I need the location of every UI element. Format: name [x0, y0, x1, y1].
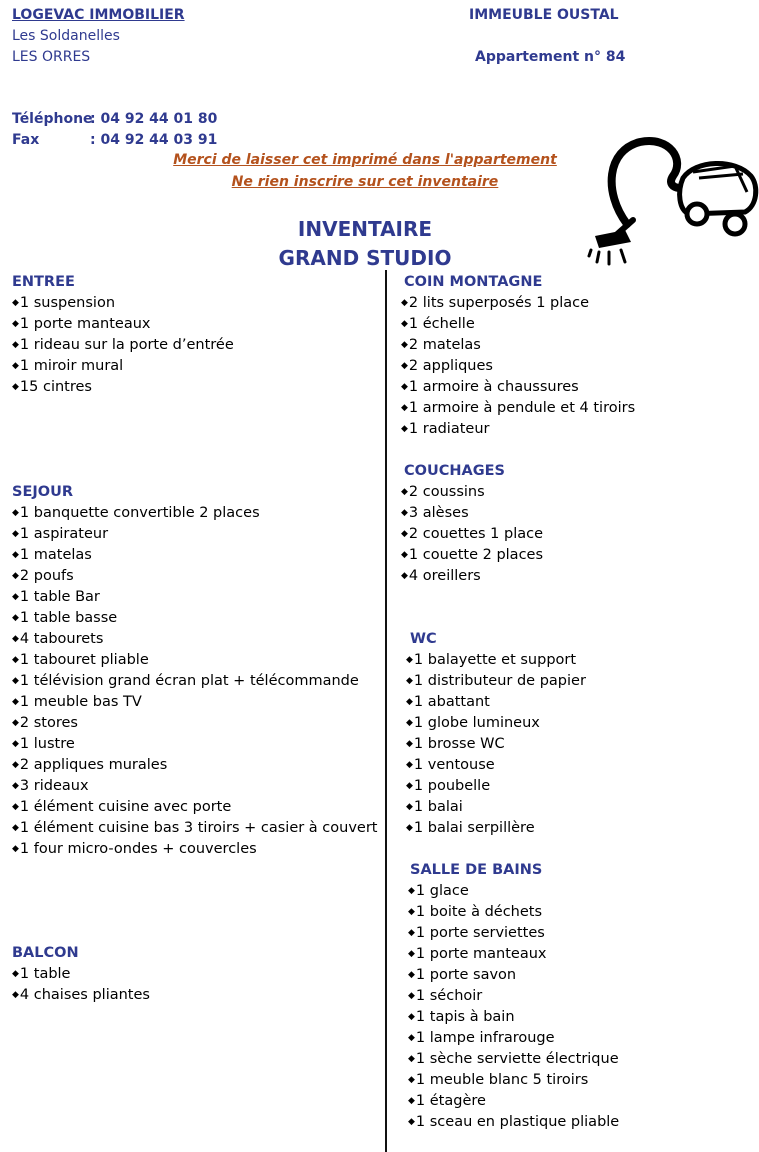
bullet-icon: ◆: [401, 424, 408, 434]
list-item: [401, 398, 635, 419]
section-title: SEJOUR: [12, 484, 74, 500]
item-list: [406, 650, 586, 839]
list-item: [12, 797, 378, 818]
item-text: 2 couettes 1 place: [408, 526, 544, 542]
bullet-icon: ◆: [12, 802, 19, 812]
bullet-icon: ◆: [406, 739, 413, 749]
bullet-icon: ◆: [408, 1054, 415, 1064]
item-text: 1 poubelle: [413, 778, 491, 794]
item-text: 1 télévision grand écran plat + télécommande: [19, 673, 359, 689]
list-item: [401, 566, 543, 587]
list-item: [401, 419, 635, 440]
item-text: 1 glace: [415, 883, 469, 899]
bullet-icon: ◆: [12, 634, 19, 644]
section-entree: [12, 272, 234, 398]
bullet-icon: ◆: [401, 382, 408, 392]
list-item: [406, 650, 586, 671]
item-text: 2 appliques murales: [19, 757, 168, 773]
item-text: 1 séchoir: [415, 988, 483, 1004]
item-text: 2 poufs: [19, 568, 74, 584]
list-item: [12, 356, 234, 377]
bullet-icon: ◆: [408, 1075, 415, 1085]
item-text: 1 sèche serviette électrique: [415, 1051, 619, 1067]
item-list: [408, 881, 619, 1133]
list-item: [12, 755, 378, 776]
list-item: [408, 1049, 619, 1070]
list-item: [408, 923, 619, 944]
list-item: [12, 293, 234, 314]
item-text: 1 distributeur de papier: [413, 673, 586, 689]
list-item: [12, 377, 234, 398]
bullet-icon: ◆: [401, 487, 408, 497]
bullet-icon: ◆: [12, 592, 19, 602]
bullet-icon: ◆: [12, 739, 19, 749]
bullet-icon: ◆: [408, 1096, 415, 1106]
bullet-icon: ◆: [408, 928, 415, 938]
item-text: 1 échelle: [408, 316, 475, 332]
section-coin-montagne: [401, 272, 635, 440]
item-text: 1 balai serpillère: [413, 820, 535, 836]
list-item: [408, 881, 619, 902]
item-text: 2 stores: [19, 715, 78, 731]
item-text: 1 porte savon: [415, 967, 517, 983]
item-text: 15 cintres: [19, 379, 92, 395]
bullet-icon: ◆: [406, 781, 413, 791]
bullet-icon: ◆: [408, 886, 415, 896]
residence-name: Les Soldanelles: [12, 28, 120, 44]
section-sejour: [12, 482, 378, 860]
fax-value: : 04 92 44 03 91: [90, 132, 218, 148]
list-item: [401, 503, 543, 524]
bullet-icon: ◆: [406, 655, 413, 665]
list-item: [12, 314, 234, 335]
company-name: LOGEVAC IMMOBILIER: [12, 7, 185, 23]
list-item: [12, 964, 150, 985]
list-item: [401, 293, 635, 314]
bullet-icon: ◆: [408, 970, 415, 980]
bullet-icon: ◆: [12, 319, 19, 329]
item-text: 1 couette 2 places: [408, 547, 544, 563]
bullet-icon: ◆: [401, 340, 408, 350]
bullet-icon: ◆: [406, 802, 413, 812]
vacuum-cleaner-icon: [585, 132, 759, 272]
phone-value: : 04 92 44 01 80: [90, 111, 218, 127]
bullet-icon: ◆: [12, 529, 19, 539]
item-text: 2 coussins: [408, 484, 485, 500]
bullet-icon: ◆: [12, 969, 19, 979]
bullet-icon: ◆: [12, 844, 19, 854]
item-text: 1 meuble blanc 5 tiroirs: [415, 1072, 589, 1088]
list-item: [408, 1091, 619, 1112]
list-item: [406, 713, 586, 734]
list-item: [12, 734, 378, 755]
bullet-icon: ◆: [12, 655, 19, 665]
item-text: 1 tabouret pliable: [19, 652, 149, 668]
item-text: 1 ventouse: [413, 757, 495, 773]
list-item: [12, 692, 378, 713]
section-title: BALCON: [12, 945, 79, 961]
phone-label: Téléphone: [12, 111, 93, 127]
bullet-icon: ◆: [12, 676, 19, 686]
item-text: 1 suspension: [19, 295, 116, 311]
section-title: COUCHAGES: [404, 463, 505, 479]
list-item: [408, 902, 619, 923]
bullet-icon: ◆: [12, 990, 19, 1000]
bullet-icon: ◆: [408, 1117, 415, 1127]
list-item: [408, 986, 619, 1007]
item-text: 1 sceau en plastique pliable: [415, 1114, 620, 1130]
notice-line-1: Merci de laisser cet imprimé dans l'appartement: [173, 152, 557, 168]
list-item: [401, 482, 543, 503]
list-item: [408, 1070, 619, 1091]
list-item: [12, 671, 378, 692]
list-item: [12, 818, 378, 839]
bullet-icon: ◆: [406, 697, 413, 707]
bullet-icon: ◆: [401, 571, 408, 581]
bullet-icon: ◆: [406, 760, 413, 770]
column-divider: [385, 270, 387, 1152]
bullet-icon: ◆: [408, 991, 415, 1001]
bullet-icon: ◆: [408, 949, 415, 959]
bullet-icon: ◆: [401, 361, 408, 371]
list-item: [12, 503, 378, 524]
list-item: [12, 776, 378, 797]
item-list: [12, 293, 234, 398]
list-item: [408, 1112, 619, 1133]
item-text: 1 banquette convertible 2 places: [19, 505, 260, 521]
item-text: 1 table basse: [19, 610, 118, 626]
bullet-icon: ◆: [12, 613, 19, 623]
bullet-icon: ◆: [401, 550, 408, 560]
list-item: [406, 671, 586, 692]
fax-label: Fax: [12, 132, 40, 148]
bullet-icon: ◆: [12, 781, 19, 791]
item-text: 2 lits superposés 1 place: [408, 295, 590, 311]
item-text: 1 lustre: [19, 736, 75, 752]
bullet-icon: ◆: [12, 571, 19, 581]
item-list: [12, 503, 378, 860]
list-item: [406, 776, 586, 797]
bullet-icon: ◆: [408, 1012, 415, 1022]
item-text: 3 rideaux: [19, 778, 89, 794]
list-item: [406, 818, 586, 839]
section-wc: [406, 629, 586, 839]
list-item: [12, 839, 378, 860]
bullet-icon: ◆: [12, 697, 19, 707]
item-text: 1 table Bar: [19, 589, 100, 605]
item-text: 1 porte manteaux: [415, 946, 547, 962]
section-title: WC: [410, 631, 437, 647]
item-text: 1 aspirateur: [19, 526, 109, 542]
section-title: COIN MONTAGNE: [404, 274, 543, 290]
item-list: [401, 482, 543, 587]
list-item: [408, 944, 619, 965]
town-name: LES ORRES: [12, 49, 91, 65]
list-item: [401, 377, 635, 398]
bullet-icon: ◆: [401, 403, 408, 413]
bullet-icon: ◆: [12, 340, 19, 350]
item-text: 1 lampe infrarouge: [415, 1030, 555, 1046]
item-text: 1 four micro-ondes + couvercles: [19, 841, 257, 857]
apartment-number: Appartement n° 84: [475, 49, 626, 65]
item-text: 4 oreillers: [408, 568, 481, 584]
section-title: SALLE DE BAINS: [410, 862, 543, 878]
item-text: 1 étagère: [415, 1093, 486, 1109]
item-text: 1 matelas: [19, 547, 92, 563]
list-item: [12, 545, 378, 566]
item-text: 1 globe lumineux: [413, 715, 540, 731]
item-text: 1 élément cuisine avec porte: [19, 799, 232, 815]
item-text: 1 balai: [413, 799, 463, 815]
item-text: 1 abattant: [413, 694, 490, 710]
section-salle-de-bains: [408, 860, 619, 1133]
section-title: ENTREE: [12, 274, 75, 290]
list-item: [401, 524, 543, 545]
list-item: [12, 608, 378, 629]
bullet-icon: ◆: [12, 760, 19, 770]
item-text: 1 porte manteaux: [19, 316, 151, 332]
item-text: 2 appliques: [408, 358, 493, 374]
bullet-icon: ◆: [406, 718, 413, 728]
list-item: [12, 335, 234, 356]
list-item: [406, 692, 586, 713]
item-text: 1 élément cuisine bas 3 tiroirs + casier à couvert: [19, 820, 378, 836]
bullet-icon: ◆: [12, 823, 19, 833]
bullet-icon: ◆: [401, 319, 408, 329]
list-item: [401, 314, 635, 335]
list-item: [12, 524, 378, 545]
list-item: [401, 356, 635, 377]
list-item: [408, 1028, 619, 1049]
item-text: 1 tapis à bain: [415, 1009, 515, 1025]
list-item: [408, 965, 619, 986]
bullet-icon: ◆: [401, 529, 408, 539]
item-text: 1 table: [19, 966, 71, 982]
list-item: [12, 985, 150, 1006]
item-text: 2 matelas: [408, 337, 481, 353]
list-item: [406, 755, 586, 776]
list-item: [12, 650, 378, 671]
section-couchages: [401, 461, 543, 587]
item-text: 4 chaises pliantes: [19, 987, 150, 1003]
list-item: [401, 335, 635, 356]
list-item: [406, 734, 586, 755]
bullet-icon: ◆: [12, 508, 19, 518]
item-text: 1 armoire à chaussures: [408, 379, 579, 395]
item-text: 3 alèses: [408, 505, 469, 521]
bullet-icon: ◆: [12, 718, 19, 728]
bullet-icon: ◆: [408, 907, 415, 917]
item-text: 1 brosse WC: [413, 736, 505, 752]
building-name: IMMEUBLE OUSTAL: [469, 7, 619, 23]
bullet-icon: ◆: [406, 676, 413, 686]
item-text: 1 armoire à pendule et 4 tiroirs: [408, 400, 636, 416]
list-item: [401, 545, 543, 566]
bullet-icon: ◆: [12, 550, 19, 560]
list-item: [12, 629, 378, 650]
title-line-2: GRAND STUDIO: [278, 246, 452, 270]
item-text: 1 meuble bas TV: [19, 694, 142, 710]
bullet-icon: ◆: [12, 361, 19, 371]
item-text: 1 radiateur: [408, 421, 490, 437]
item-text: 1 boite à déchets: [415, 904, 543, 920]
list-item: [12, 713, 378, 734]
item-text: 1 miroir mural: [19, 358, 124, 374]
item-text: 1 porte serviettes: [415, 925, 545, 941]
item-text: 1 rideau sur la porte d’entrée: [19, 337, 234, 353]
bullet-icon: ◆: [12, 382, 19, 392]
list-item: [12, 566, 378, 587]
title-line-1: INVENTAIRE: [297, 217, 433, 241]
list-item: [12, 587, 378, 608]
bullet-icon: ◆: [406, 823, 413, 833]
bullet-icon: ◆: [401, 298, 408, 308]
bullet-icon: ◆: [401, 508, 408, 518]
list-item: [406, 797, 586, 818]
bullet-icon: ◆: [12, 298, 19, 308]
section-balcon: [12, 943, 150, 1006]
item-text: 1 balayette et support: [413, 652, 577, 668]
item-list: [12, 964, 150, 1006]
bullet-icon: ◆: [408, 1033, 415, 1043]
list-item: [408, 1007, 619, 1028]
item-text: 4 tabourets: [19, 631, 104, 647]
item-list: [401, 293, 635, 440]
notice-line-2: Ne rien inscrire sur cet inventaire: [231, 174, 499, 190]
